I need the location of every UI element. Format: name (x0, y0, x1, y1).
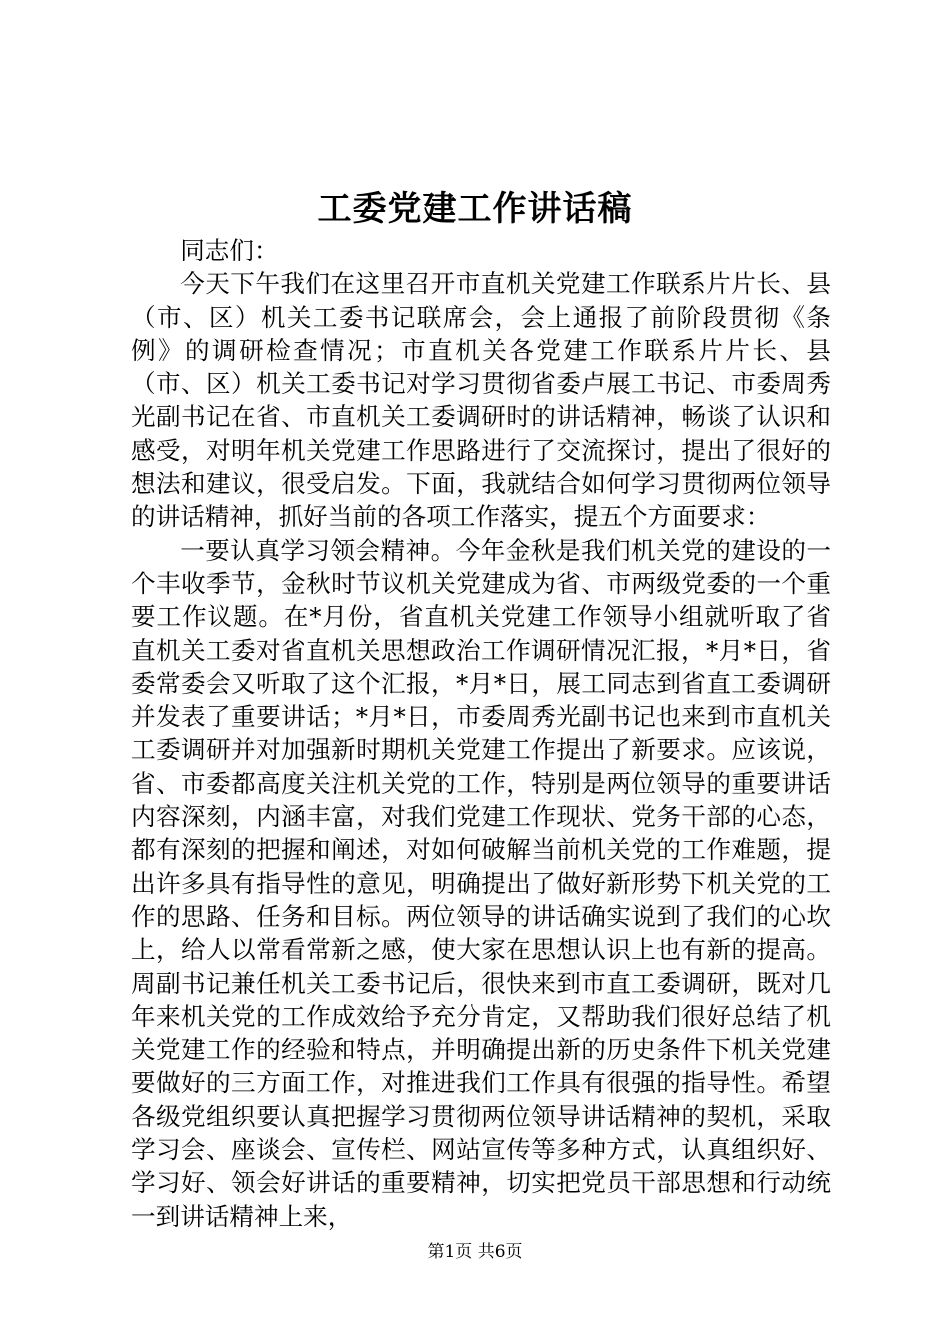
paragraph-requirement-one: 一要认真学习领会精神。今年金秋是我们机关党的建设的一个丰收季节，金秋时节议机关党建成为省、市两级党委的一个重要工作议题。在*月份，省直机关党建工作领导小组就听取了省直机关工委对省直机关思想政治工作调研情况汇报，*月*日，省委常委会又听取了这个汇报，*月*日，展工同志到省直工委调研并发表了重要讲话；*月*日，市委周秀光副书记也来到市直机关工委调研并对加强新时期机关党建工作提出了新要求。应该说，省、市委都高度关注机关党的工作，特别是两位领导的重要讲话内容深刻，内涵丰富，对我们党建工作现状、党务干部的心态，都有深刻的把握和阐述，对如何破解当前机关党的工作难题，提出许多具有指导性的意见，明确提出了做好新形势下机关党的工作的思路、任务和目标。两位领导的讲话确实说到了我们的心坎上，给人以常看常新之感，使大家在思想认识上也有新的提高。周副书记兼任机关工委书记后，很快来到市直工委调研，既对几年来机关党的工作成效给予充分肯定，又帮助我们很好总结了机关党建工作的经验和特点，并明确提出新的历史条件下机关党建要做好的三方面工作，对推进我们工作具有很强的指导性。希望各级党组织要认真把握学习贯彻两位领导讲话精神的契机，采取学习会、座谈会、宣传栏、网站宣传等多种方式，认真组织好、学习好、领会好讲话的重要精神，切实把党员干部思想和行动统一到讲话精神上来， (131, 535, 831, 1231)
page-title: 工委党建工作讲话稿 (317, 189, 633, 229)
paragraph-intro: 今天下午我们在这里召开市直机关党建工作联系片片长、县（市、区）机关工委书记联席会，会上通报了前阶段贯彻《条例》的调研检查情况；市直机关各党建工作联系片片长、县（市、区）机关工委书记对学习贯彻省委卢展工书记、市委周秀光副书记在省、市直机关工委调研时的讲话精神，畅谈了认识和感受，对明年机关党建工作思路进行了交流探讨，提出了很好的想法和建议，很受启发。下面，我就结合如何学习贯彻两位领导的讲话精神，抓好当前的各项工作落实，提五个方面要求： (131, 269, 831, 532)
page-number-footer: 第1页 共6页 (427, 1242, 523, 1262)
document-body (131, 234, 831, 1233)
salutation: 同志们： (180, 236, 279, 265)
